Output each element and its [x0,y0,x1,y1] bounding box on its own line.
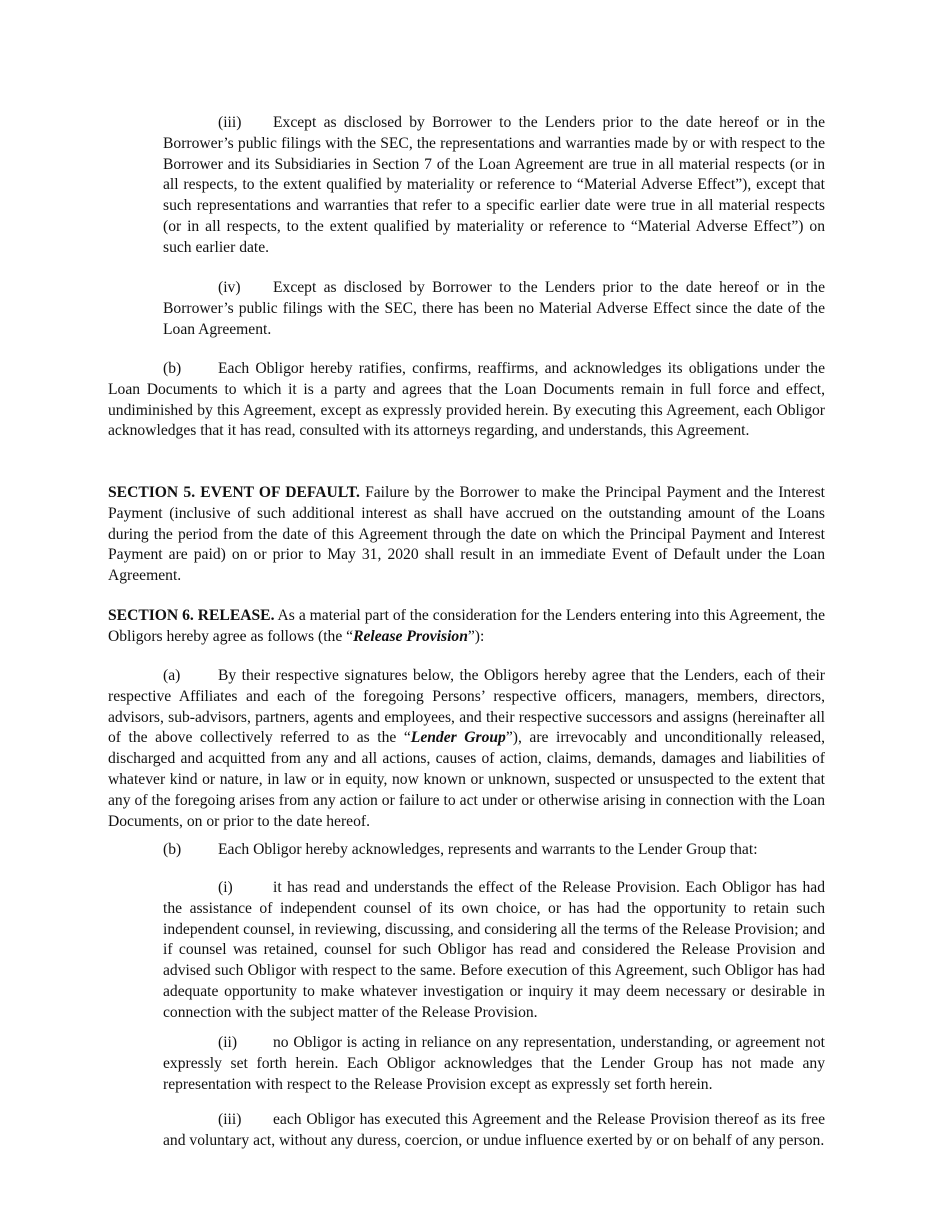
clause-text: By their respective signatures below, the Obligors hereby agree that the Lenders, each of their respective Affiliates and each of the foregoing Persons’ respective officers, managers, members, directors, advisors, sub-advisors, partners, agents and employees, and their respective successors and assigns (hereinafter all of the above collectively referred to as the “ [108,667,825,747]
clause-text: Each Obligor hereby acknowledges, represents and warrants to the Lender Group that: [218,841,758,858]
section-text: As a material part of the consideration for the Lenders entering into this Agreement, the Obligors hereby agree as follows (the “ [108,607,825,645]
section-text-end: ”): [467,627,485,645]
clause-text: no Obligor is acting in reliance on any representation, understanding, or agreement not expressly set forth herein. Each Obligor acknowledges that the Lender Group has not made any representation with respect to the Release Provision except as expressly set forth herein. [163,1034,825,1093]
clause-number: (ii) [218,1034,238,1051]
clause-number: (iii) [218,114,242,131]
clause-number: (b) [163,841,182,858]
section-5-event-of-default [108,483,825,587]
clause-iii-representations [163,113,825,259]
clause-text: Except as disclosed by Borrower to the Lenders prior to the date hereof or in the Borrower’s public filings with the SEC, the representations and warranties made by or with respect to the Borrower and its Subsidiaries in Section 7 of the Loan Agreement are true in all material respects (or in all respects, to the extent qualified by materiality or reference to “Material Adverse Effect”), except that such representations and warranties that refer to a specific earlier date were true in all material respects (or in all respects, to the extent qualified by materiality or reference to “Material Adverse Effect”) on such earlier date. [163,114,825,256]
section-text: Failure by the Borrower to make the Principal Payment and the Interest Payment (inclusive of such additional interest as shall have accrued on the outstanding amount of the Loans during the period from the date of this Agreement through the date on which the Principal Payment and Interest Payment are paid) on or prior to May 31, 2020 shall result in an immediate Event of Default under the Loan Agreement. [108,484,825,585]
section-heading: SECTION 6. RELEASE. [108,607,275,624]
section-heading: SECTION 5. EVENT OF DEFAULT. [108,484,360,501]
clause-number: (iv) [218,279,241,296]
clause-iii-voluntary [163,1110,825,1152]
clause-text: Except as disclosed by Borrower to the Lenders prior to the date hereof or in the Borrower’s public filings with the SEC, there has been no Material Adverse Effect since the date of the Loan Agreement. [163,279,825,338]
defined-term: Lender Group [410,729,506,747]
clause-a-release [108,666,825,832]
defined-term: Release Provision [353,627,468,645]
clause-number: (a) [163,667,181,684]
clause-text: Each Obligor hereby ratifies, confirms, reaffirms, and acknowledges its obligations under the Loan Documents to which it is a party and agrees that the Loan Documents remain in full force and effect, undiminished by this Agreement, except as expressly provided herein. By executing this Agreement, each Obligor acknowledges that it has read, consulted with its attorneys regarding, and understands, this Agreement. [108,360,825,440]
clause-b-ratification [108,359,825,442]
clause-iv-no-mae [163,278,825,340]
clause-number: (i) [218,879,233,896]
clause-text: each Obligor has executed this Agreement and the Release Provision thereof as its free and voluntary act, without any duress, coercion, or undue influence exerted by or on behalf of any person. [163,1111,825,1149]
clause-i-understanding [163,878,825,1024]
clause-number: (iii) [218,1111,242,1128]
clause-text: it has read and understands the effect of the Release Provision. Each Obligor has had the assistance of independent counsel of its own choice, or has had the opportunity to retain such independent counsel, in reviewing, discussing, and considering all the terms of the Release Provision; and if counsel was retained, counsel for such Obligor has read and considered the Release Provision and advised such Obligor with respect to the same. Before execution of this Agreement, such Obligor has had adequate opportunity to make whatever investigation or inquiry it may deem necessary or desirable in connection with the subject matter of the Release Provision. [163,879,825,1021]
clause-b-acknowledgement [108,840,825,861]
section-6-release [108,606,825,648]
clause-ii-no-reliance [163,1033,825,1095]
clause-number: (b) [163,360,182,377]
clause-text-end: ”), are irrevocably and unconditionally released, discharged and acquitted from any and all actions, causes of action, claims, demands, damages and liabilities of whatever kind or nature, in law or in equity, now known or unknown, suspected or unsuspected to the extent that any of the foregoing arises from any action or failure to act under or otherwise arising in connection with the Loan Documents, on or prior to the date hereof. [108,729,825,830]
